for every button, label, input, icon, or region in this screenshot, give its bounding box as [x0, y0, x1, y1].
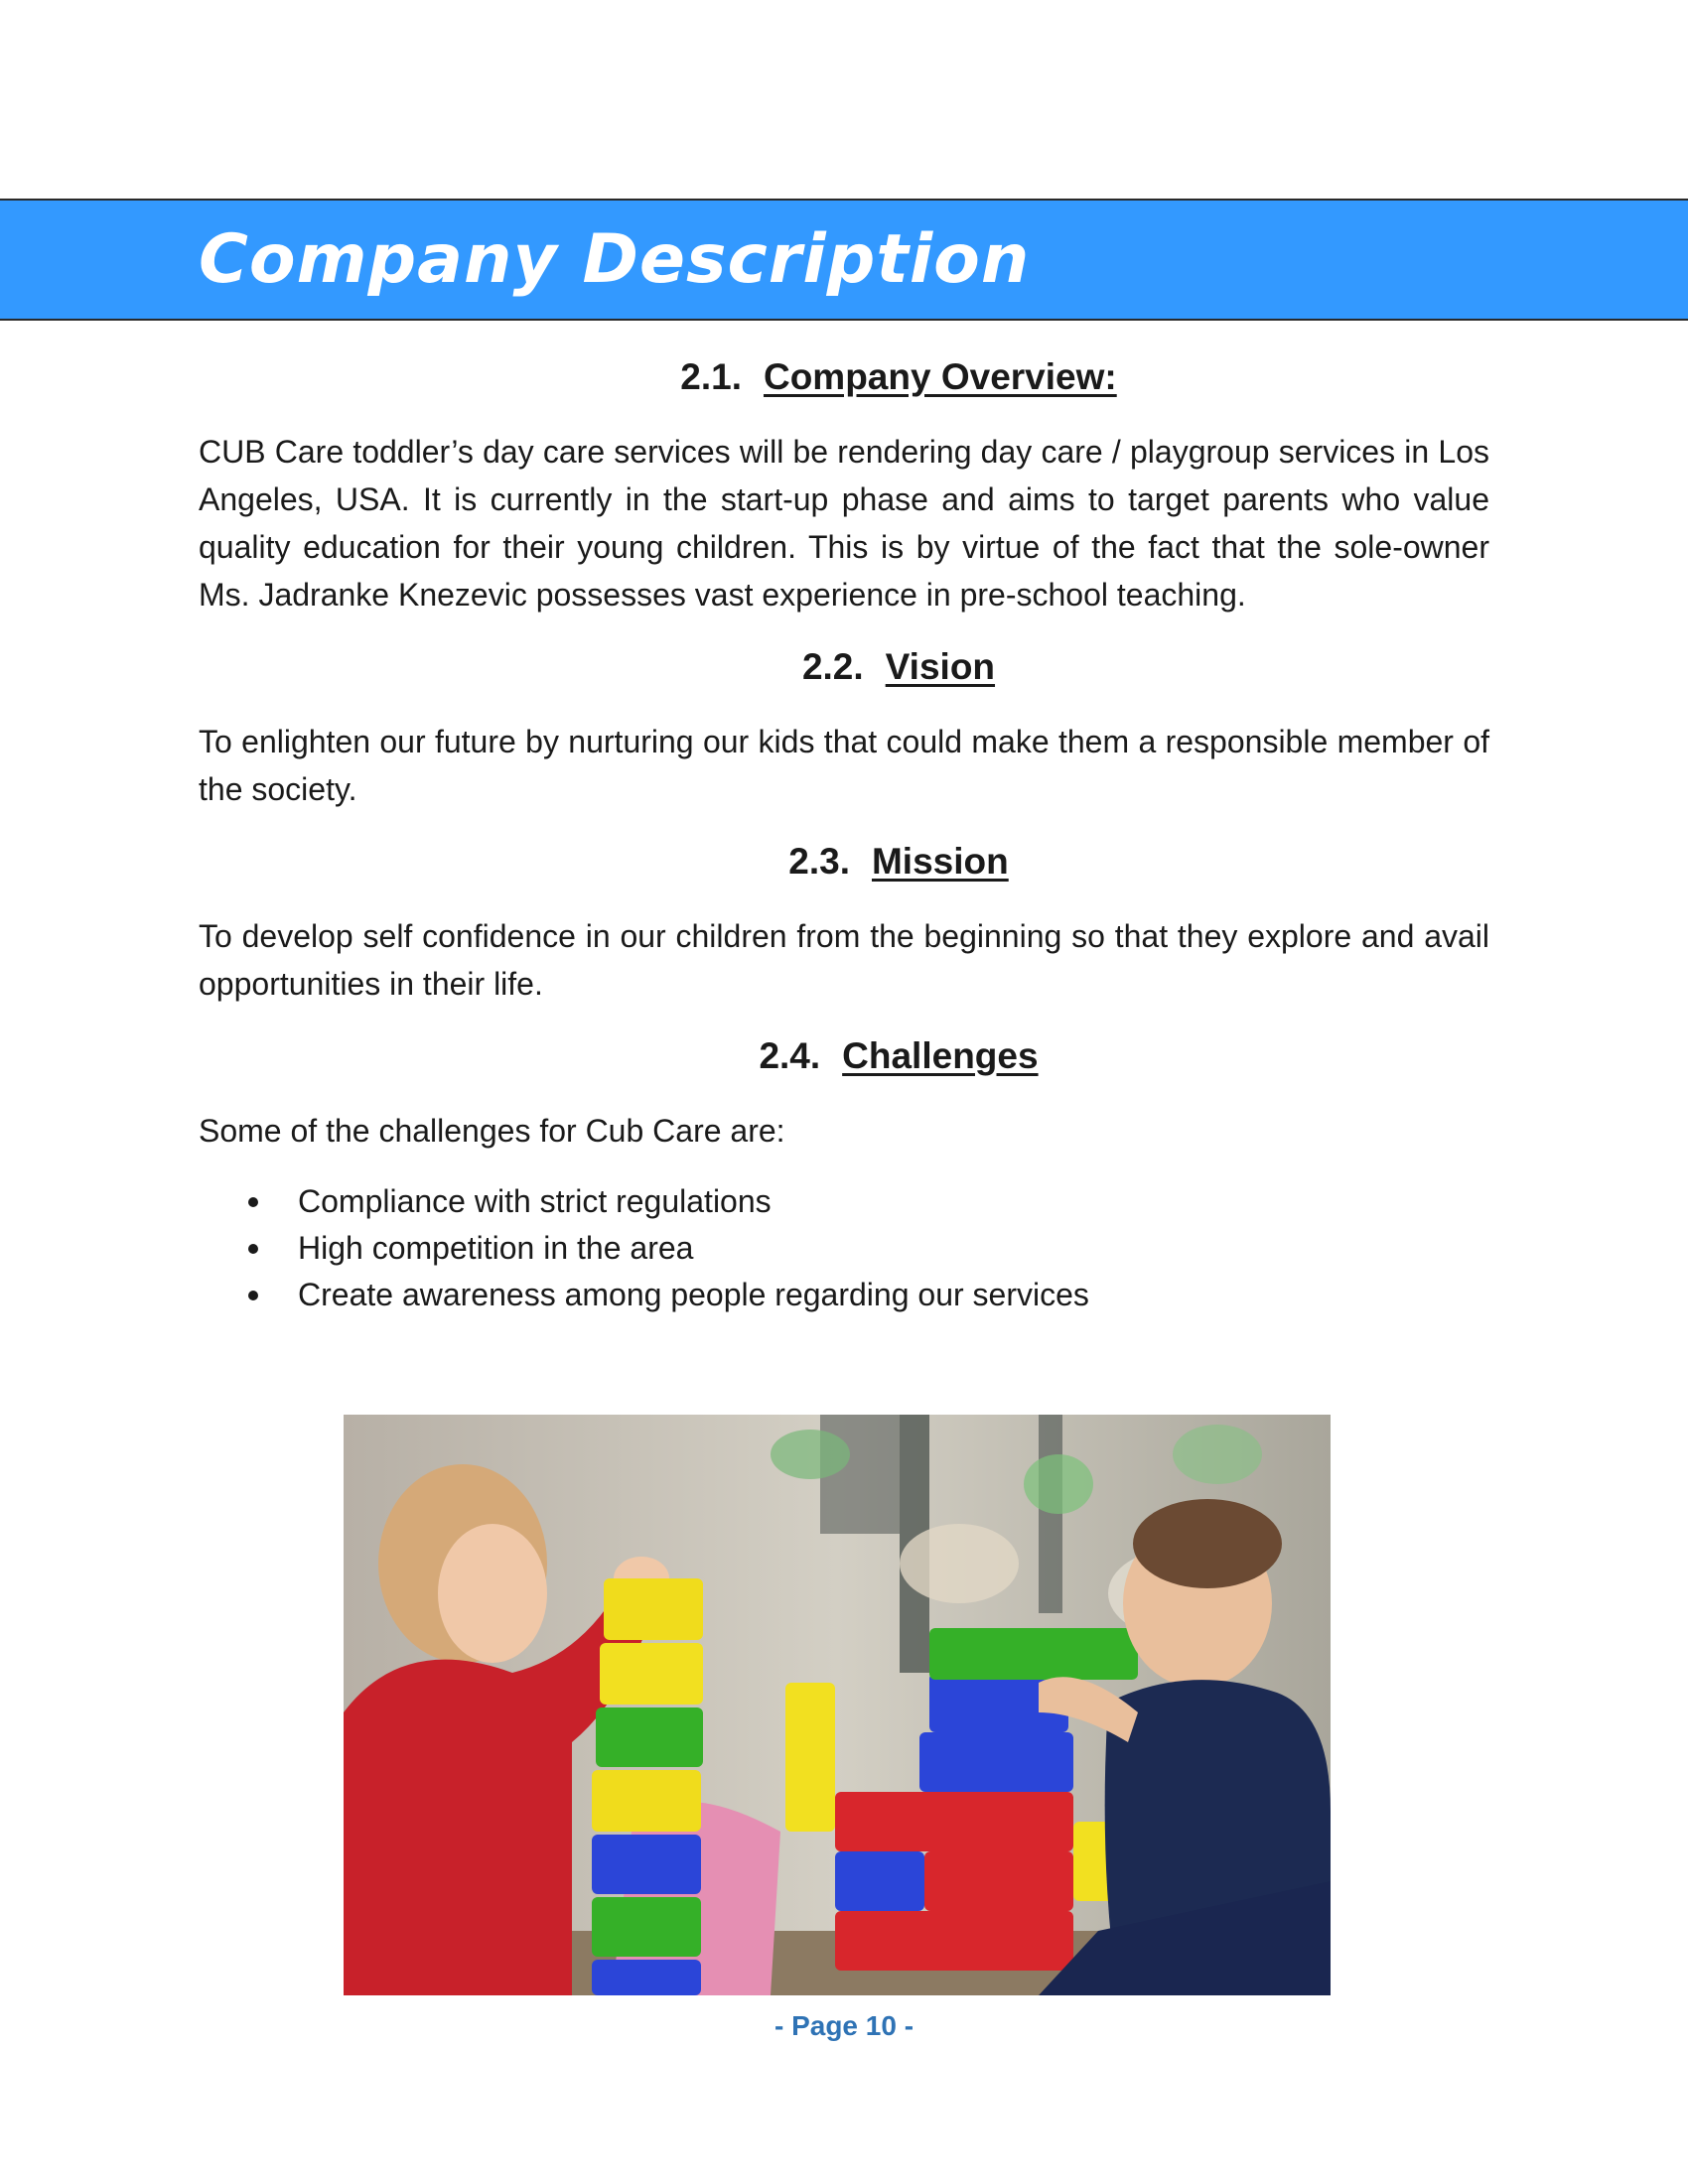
section-number: 2.1.: [680, 356, 742, 397]
section-heading-overview: [199, 352, 1489, 402]
section-number: 2.3.: [788, 841, 850, 882]
overview-paragraph: CUB Care toddler’s day care services will be rendering day care / playgroup services in Los Angeles, USA. It is currently in the start-up phase and aims to target parents who value quality education for their young children. This is by virtue of the fact that the sole-owner Ms. Jadranke Knezevic possesses vast experience in pre-school teaching.: [199, 434, 1489, 613]
challenges-intro: Some of the challenges for Cub Care are:: [199, 1113, 785, 1149]
section-number: 2.4.: [759, 1035, 821, 1076]
bullet-icon: [248, 1197, 258, 1207]
section-title: Company Overview:: [763, 356, 1117, 397]
document-body: [199, 352, 1489, 1318]
section-heading-vision: [199, 642, 1489, 692]
list-item-text: Create awareness among people regarding our services: [298, 1277, 1089, 1312]
bullet-icon: [248, 1244, 258, 1254]
section-heading-mission: [199, 837, 1489, 887]
header-banner: [0, 199, 1688, 321]
section-number: 2.2.: [801, 646, 864, 687]
children-playing-photo: [344, 1415, 1331, 1995]
section-title: Vision: [885, 646, 996, 687]
list-item: [199, 1272, 1489, 1318]
bullet-icon: [248, 1291, 258, 1300]
section-heading-challenges: [199, 1031, 1489, 1081]
section-title: Challenges: [842, 1035, 1039, 1076]
challenges-list: [199, 1178, 1489, 1318]
list-item-text: Compliance with strict regulations: [298, 1183, 772, 1219]
page-number: - Page 10 -: [774, 2010, 914, 2041]
list-item-text: High competition in the area: [298, 1230, 694, 1266]
list-item: [199, 1225, 1489, 1272]
section-title: Mission: [871, 841, 1009, 882]
mission-paragraph: To develop self confidence in our children from the beginning so that they explore and avail opportunities in their life.: [199, 918, 1489, 1002]
page-title: Company Description: [199, 220, 1031, 299]
list-item: [199, 1178, 1489, 1225]
vision-paragraph: To enlighten our future by nurturing our kids that could make them a responsible member of the society.: [199, 724, 1489, 807]
